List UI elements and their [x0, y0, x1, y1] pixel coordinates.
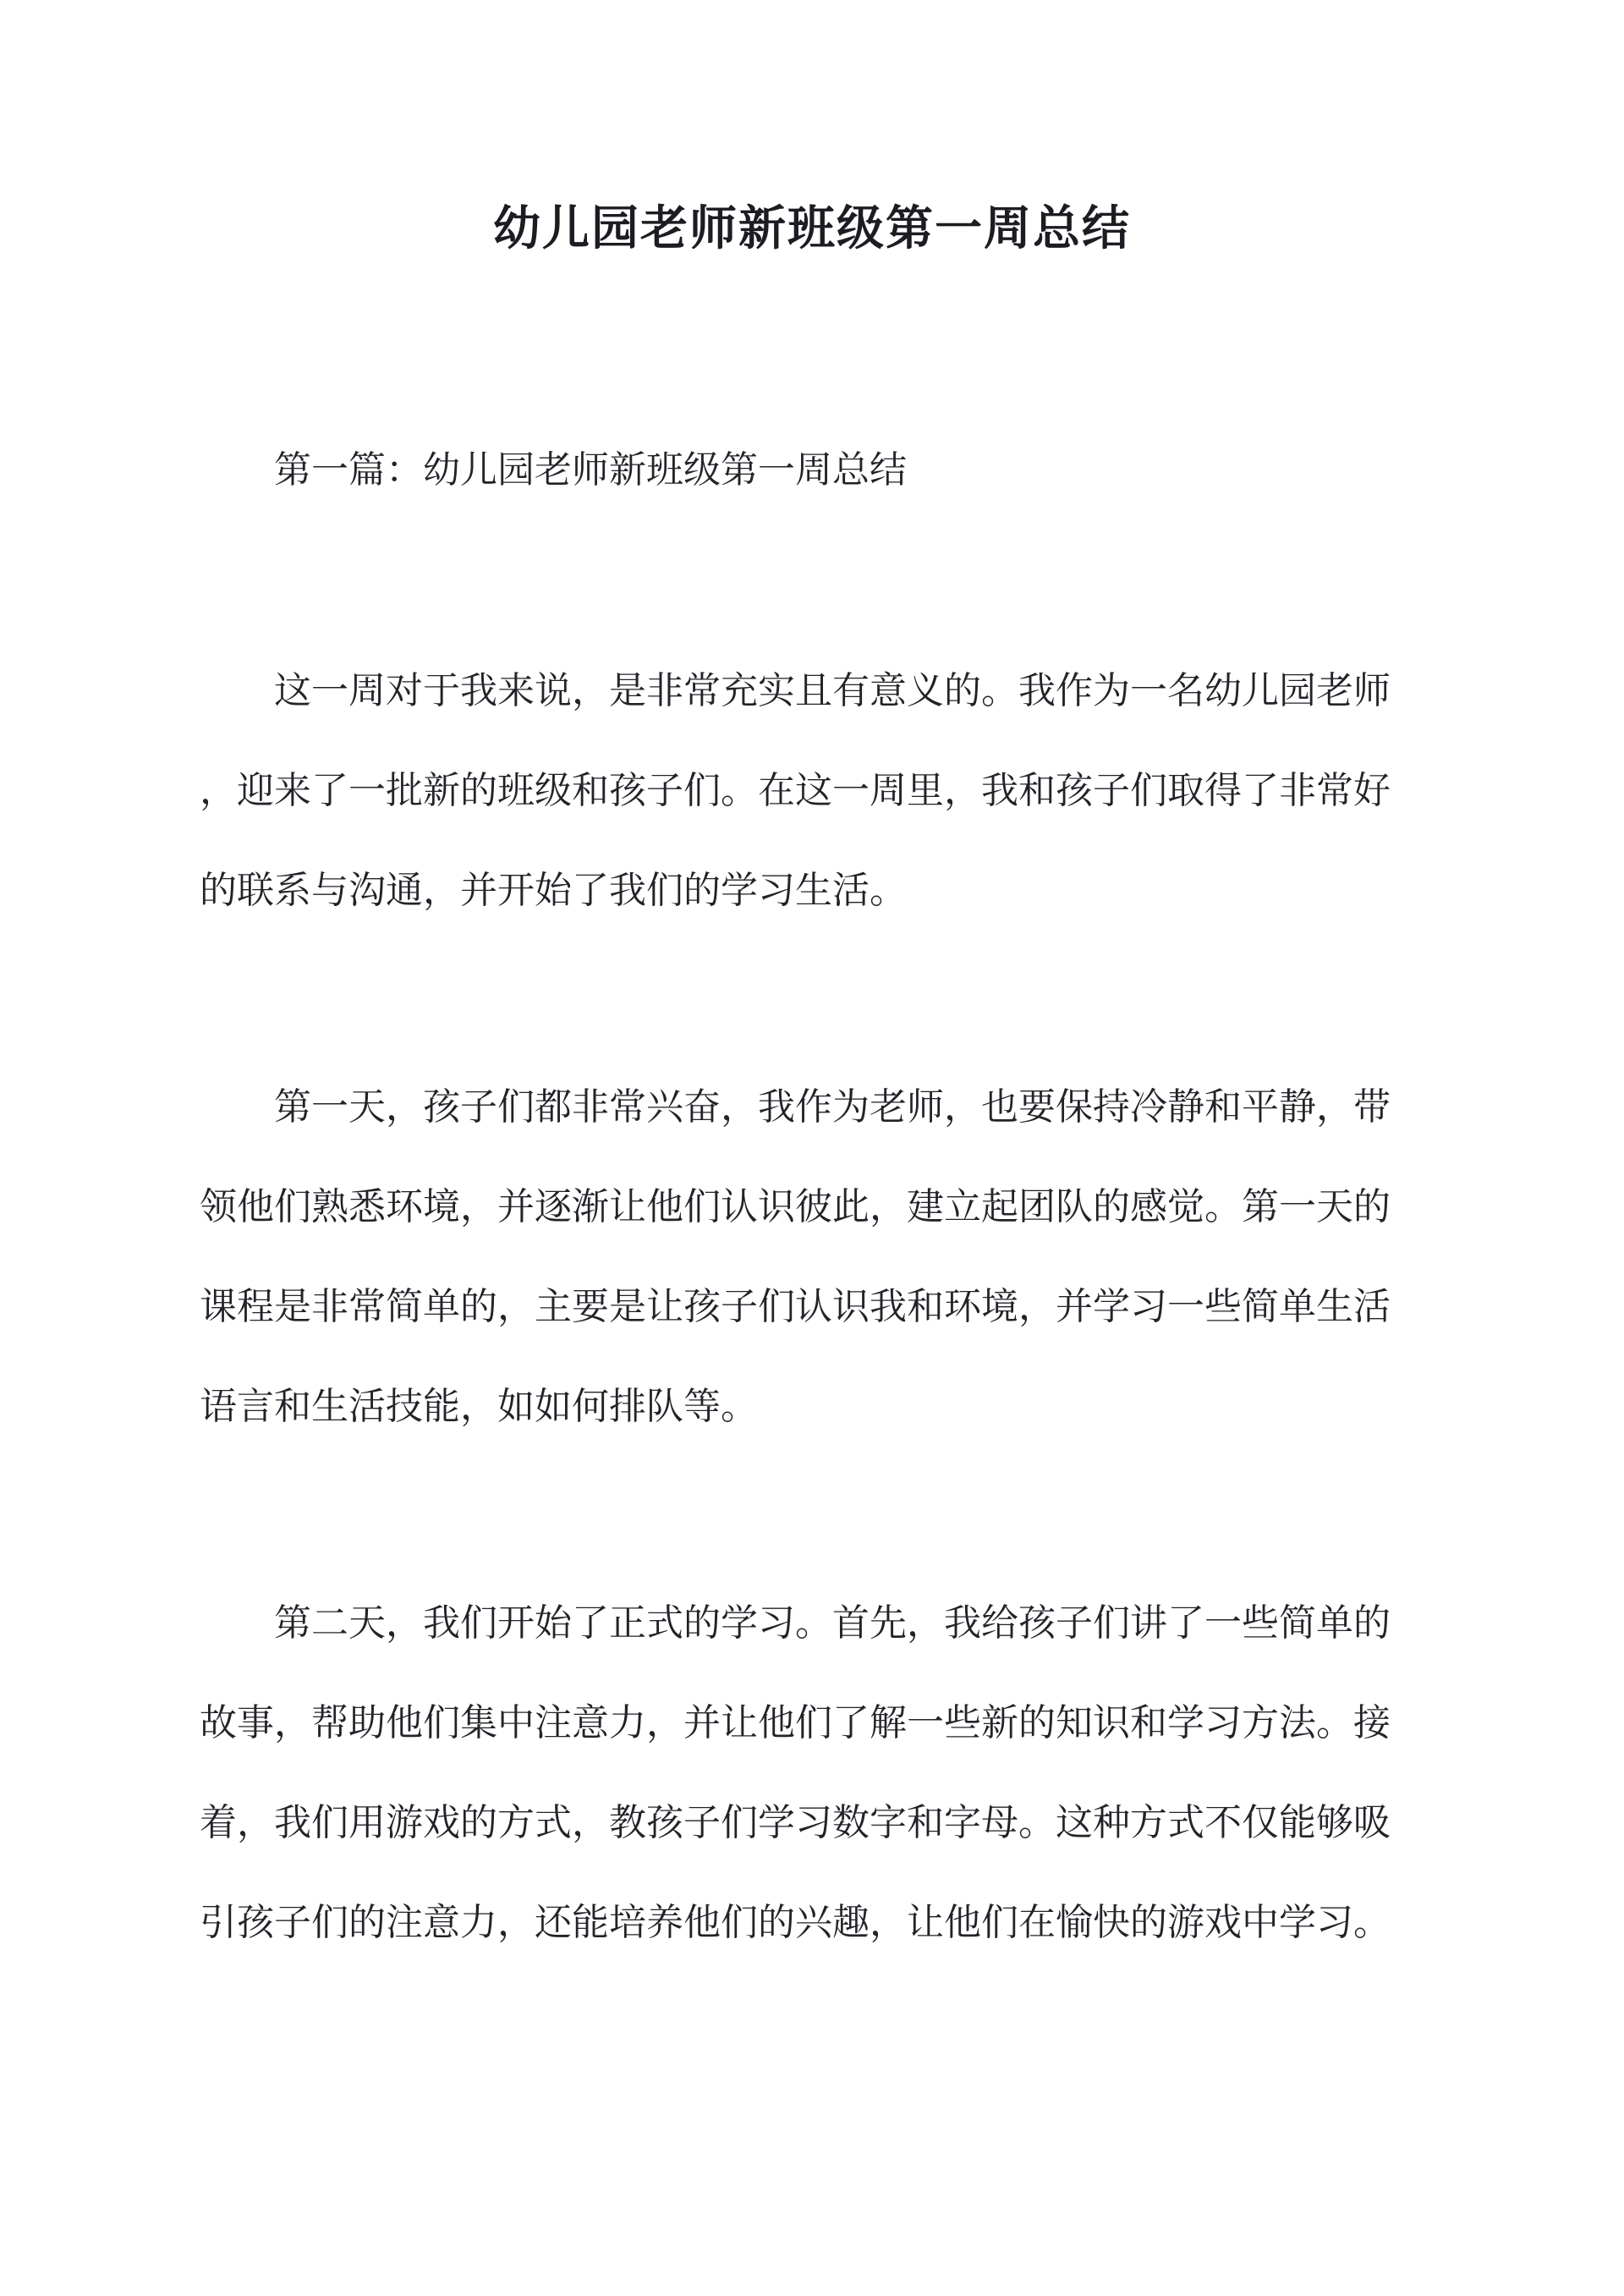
document-title: 幼儿园老师新班级第一周总结 [493, 200, 1131, 256]
paragraph-2 [200, 1057, 1428, 1457]
paragraph-3 [200, 1574, 1428, 1973]
paragraph-line: 第二天，我们开始了正式的学习。首先，我给孩子们讲了一些简单的 [200, 1601, 1391, 1645]
paragraph-line: 领他们熟悉环境，并逐渐让他们认识彼此，建立起团队的感觉。第一天的 [200, 1185, 1391, 1228]
paragraph-line: 的联系与沟通，并开始了我们的学习生活。 [200, 869, 907, 912]
paragraph-line: 故事，帮助他们集中注意力，并让他们了解一些新的知识和学习方法。接 [200, 1701, 1391, 1744]
paragraph-line: 着，我们用游戏的方式，教孩子们学习数字和字母。这种方式不仅能够吸 [200, 1801, 1391, 1844]
paragraph-line: ，迎来了一批新的班级和孩子们。在这一周里，我和孩子们取得了非常好 [200, 769, 1391, 812]
paragraph-line: 语言和生活技能，如如何排队等。 [200, 1385, 758, 1428]
paragraph-line: 这一周对于我来说，是非常充实且有意义的。我作为一名幼儿园老师 [200, 669, 1391, 712]
section-heading [200, 438, 1435, 503]
paragraph-line: 课程是非常简单的，主要是让孩子们认识我和环境，并学习一些简单生活 [200, 1285, 1391, 1328]
paragraph-1 [200, 641, 1428, 941]
section-heading-text: 第一篇：幼儿园老师新班级第一周总结 [274, 448, 907, 492]
paragraph-line: 引孩子们的注意力，还能培养他们的兴趣，让他们在愉快的游戏中学习。 [200, 1901, 1391, 1944]
paragraph-line: 第一天，孩子们都非常兴奋，我作为老师，也要保持冷静和平静，带 [200, 1085, 1391, 1129]
